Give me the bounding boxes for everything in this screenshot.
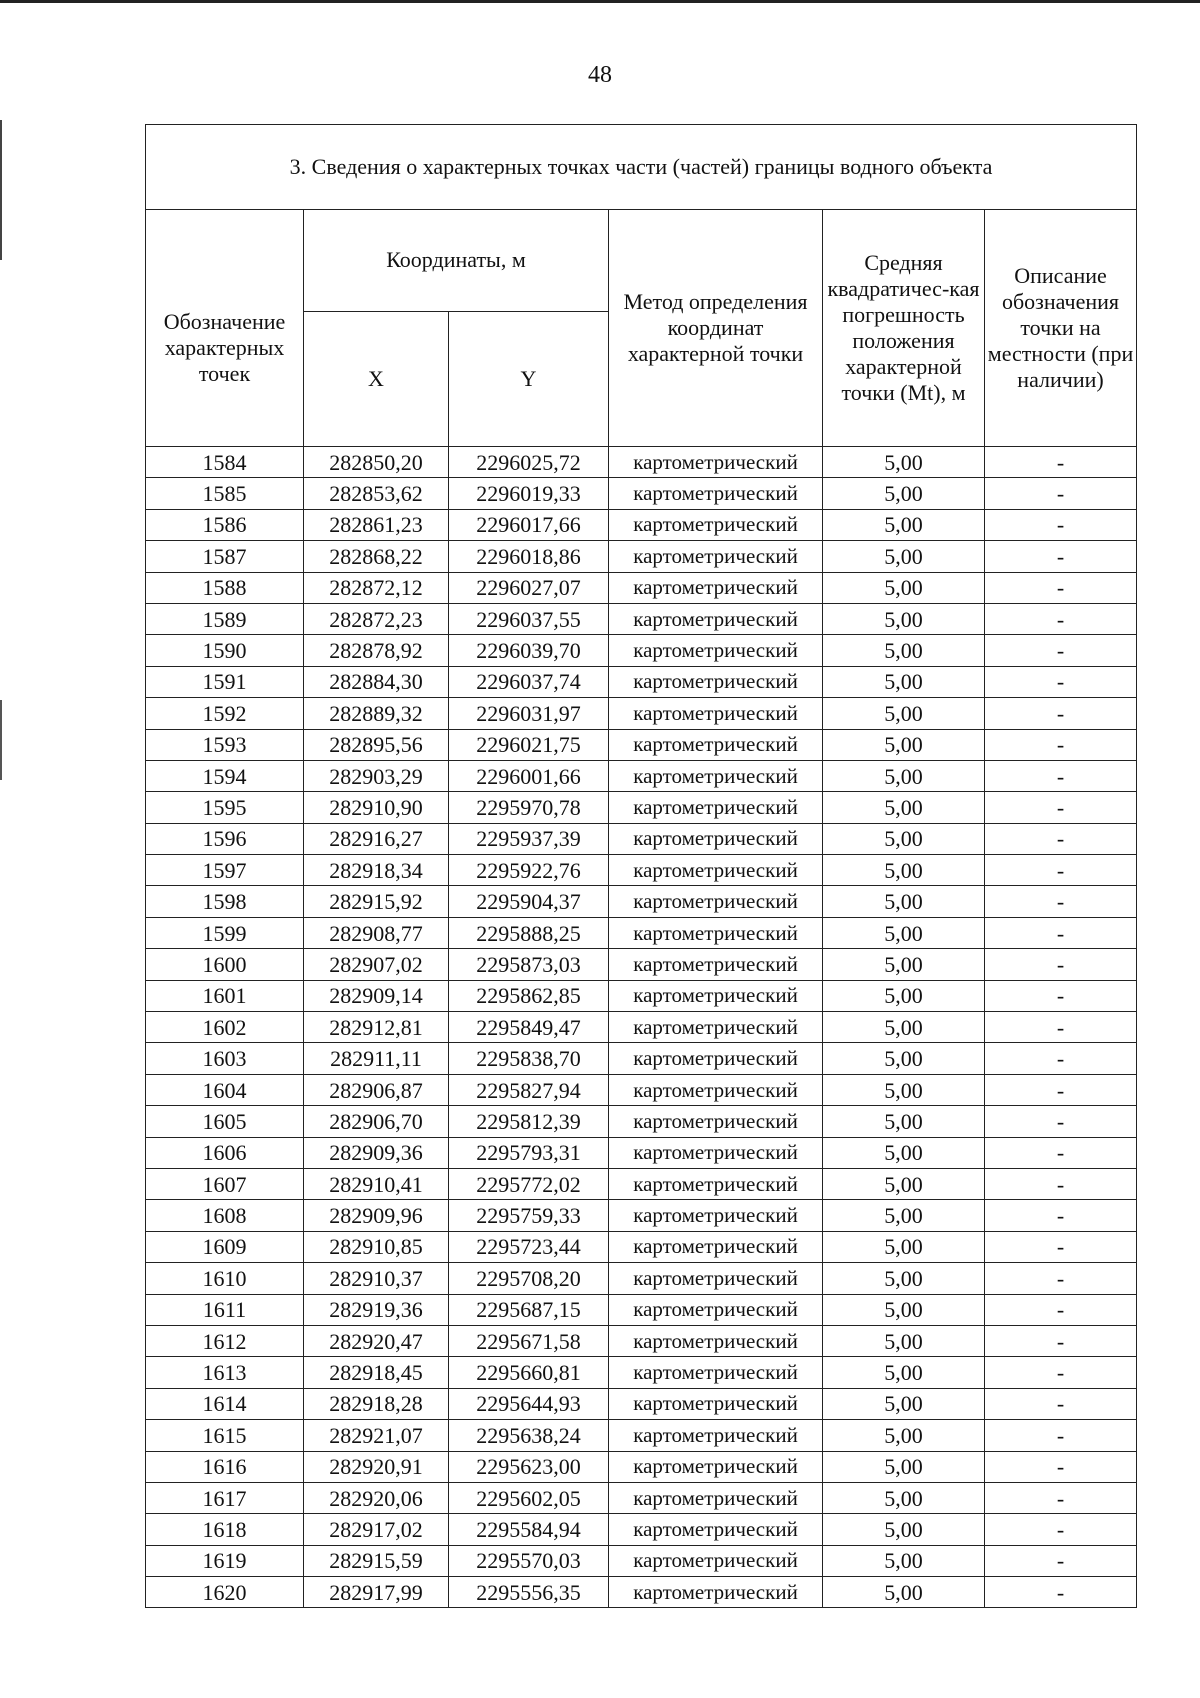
description-cell: - xyxy=(985,1074,1137,1105)
description-cell: - xyxy=(985,1294,1137,1325)
x-coordinate-cell: 282916,27 xyxy=(304,823,449,854)
point-number-cell: 1608 xyxy=(146,1200,304,1231)
x-coordinate-cell: 282868,22 xyxy=(304,541,449,572)
x-coordinate-cell: 282915,92 xyxy=(304,886,449,917)
point-number-cell: 1610 xyxy=(146,1263,304,1294)
description-cell: - xyxy=(985,792,1137,823)
method-cell: картометрический xyxy=(609,1545,823,1576)
point-number-cell: 1599 xyxy=(146,917,304,948)
method-cell: картометрический xyxy=(609,698,823,729)
y-coordinate-cell: 2295793,31 xyxy=(449,1137,609,1168)
table-title: 3. Сведения о характерных точках части (частей) границы водного объекта xyxy=(146,125,1137,210)
description-cell: - xyxy=(985,1577,1137,1608)
table-row xyxy=(146,666,1137,697)
mt-cell: 5,00 xyxy=(823,572,985,603)
y-coordinate-cell: 2295584,94 xyxy=(449,1514,609,1545)
mt-cell: 5,00 xyxy=(823,698,985,729)
y-coordinate-cell: 2295838,70 xyxy=(449,1043,609,1074)
table-row xyxy=(146,1012,1137,1043)
mt-cell: 5,00 xyxy=(823,1451,985,1482)
point-number-cell: 1614 xyxy=(146,1388,304,1419)
mt-cell: 5,00 xyxy=(823,855,985,886)
method-cell: картометрический xyxy=(609,1231,823,1262)
mt-cell: 5,00 xyxy=(823,478,985,509)
table-row xyxy=(146,760,1137,791)
point-number-cell: 1606 xyxy=(146,1137,304,1168)
header-y: Y xyxy=(449,311,609,446)
point-number-cell: 1612 xyxy=(146,1325,304,1356)
point-number-cell: 1585 xyxy=(146,478,304,509)
x-coordinate-cell: 282917,99 xyxy=(304,1577,449,1608)
description-cell: - xyxy=(985,1137,1137,1168)
mt-cell: 5,00 xyxy=(823,1168,985,1199)
mt-cell: 5,00 xyxy=(823,1514,985,1545)
mt-cell: 5,00 xyxy=(823,917,985,948)
y-coordinate-cell: 2296025,72 xyxy=(449,447,609,478)
mt-cell: 5,00 xyxy=(823,792,985,823)
mt-cell: 5,00 xyxy=(823,823,985,854)
point-number-cell: 1603 xyxy=(146,1043,304,1074)
method-cell: картометрический xyxy=(609,886,823,917)
point-number-cell: 1602 xyxy=(146,1012,304,1043)
y-coordinate-cell: 2295570,03 xyxy=(449,1545,609,1576)
method-cell: картометрический xyxy=(609,509,823,540)
point-number-cell: 1590 xyxy=(146,635,304,666)
point-number-cell: 1598 xyxy=(146,886,304,917)
y-coordinate-cell: 2295873,03 xyxy=(449,949,609,980)
scan-edge-top xyxy=(0,0,1200,3)
table-row xyxy=(146,698,1137,729)
point-number-cell: 1616 xyxy=(146,1451,304,1482)
description-cell: - xyxy=(985,509,1137,540)
method-cell: картометрический xyxy=(609,478,823,509)
method-cell: картометрический xyxy=(609,1263,823,1294)
method-cell: картометрический xyxy=(609,1482,823,1513)
x-coordinate-cell: 282872,23 xyxy=(304,603,449,634)
table-row xyxy=(146,603,1137,634)
header-mt: Средняя квадратичес-кая погрешность положения характерной точки (Mt), м xyxy=(823,210,985,447)
table-row xyxy=(146,855,1137,886)
mt-cell: 5,00 xyxy=(823,980,985,1011)
method-cell: картометрический xyxy=(609,635,823,666)
mt-cell: 5,00 xyxy=(823,1200,985,1231)
header-coordinates: Координаты, м xyxy=(304,210,609,312)
method-cell: картометрический xyxy=(609,1577,823,1608)
table-row xyxy=(146,635,1137,666)
y-coordinate-cell: 2295638,24 xyxy=(449,1420,609,1451)
point-number-cell: 1596 xyxy=(146,823,304,854)
y-coordinate-cell: 2295772,02 xyxy=(449,1168,609,1199)
x-coordinate-cell: 282920,91 xyxy=(304,1451,449,1482)
table-row xyxy=(146,980,1137,1011)
method-cell: картометрический xyxy=(609,1137,823,1168)
x-coordinate-cell: 282920,47 xyxy=(304,1325,449,1356)
method-cell: картометрический xyxy=(609,1420,823,1451)
page-number: 48 xyxy=(588,62,612,88)
mt-cell: 5,00 xyxy=(823,1420,985,1451)
mt-cell: 5,00 xyxy=(823,1263,985,1294)
description-cell: - xyxy=(985,1357,1137,1388)
description-cell: - xyxy=(985,855,1137,886)
description-cell: - xyxy=(985,917,1137,948)
mt-cell: 5,00 xyxy=(823,1357,985,1388)
x-coordinate-cell: 282920,06 xyxy=(304,1482,449,1513)
table-row xyxy=(146,1137,1137,1168)
x-coordinate-cell: 282918,45 xyxy=(304,1357,449,1388)
method-cell: картометрический xyxy=(609,1106,823,1137)
method-cell: картометрический xyxy=(609,1200,823,1231)
table-row xyxy=(146,729,1137,760)
mt-cell: 5,00 xyxy=(823,1074,985,1105)
point-number-cell: 1600 xyxy=(146,949,304,980)
x-coordinate-cell: 282884,30 xyxy=(304,666,449,697)
scan-edge-left-lower xyxy=(0,700,2,780)
mt-cell: 5,00 xyxy=(823,635,985,666)
description-cell: - xyxy=(985,447,1137,478)
y-coordinate-cell: 2296037,55 xyxy=(449,603,609,634)
y-coordinate-cell: 2296001,66 xyxy=(449,760,609,791)
table-row xyxy=(146,886,1137,917)
x-coordinate-cell: 282912,81 xyxy=(304,1012,449,1043)
y-coordinate-cell: 2295888,25 xyxy=(449,917,609,948)
point-number-cell: 1607 xyxy=(146,1168,304,1199)
point-number-cell: 1615 xyxy=(146,1420,304,1451)
method-cell: картометрический xyxy=(609,1388,823,1419)
method-cell: картометрический xyxy=(609,666,823,697)
y-coordinate-cell: 2296037,74 xyxy=(449,666,609,697)
y-coordinate-cell: 2295922,76 xyxy=(449,855,609,886)
x-coordinate-cell: 282910,41 xyxy=(304,1168,449,1199)
table-row xyxy=(146,447,1137,478)
table-row xyxy=(146,1106,1137,1137)
mt-cell: 5,00 xyxy=(823,1545,985,1576)
description-cell: - xyxy=(985,980,1137,1011)
description-cell: - xyxy=(985,729,1137,760)
method-cell: картометрический xyxy=(609,1325,823,1356)
x-coordinate-cell: 282917,02 xyxy=(304,1514,449,1545)
y-coordinate-cell: 2296017,66 xyxy=(449,509,609,540)
mt-cell: 5,00 xyxy=(823,1231,985,1262)
mt-cell: 5,00 xyxy=(823,509,985,540)
y-coordinate-cell: 2296018,86 xyxy=(449,541,609,572)
description-cell: - xyxy=(985,1200,1137,1231)
x-coordinate-cell: 282889,32 xyxy=(304,698,449,729)
mt-cell: 5,00 xyxy=(823,760,985,791)
method-cell: картометрический xyxy=(609,1074,823,1105)
method-cell: картометрический xyxy=(609,1043,823,1074)
table-row xyxy=(146,1482,1137,1513)
x-coordinate-cell: 282918,34 xyxy=(304,855,449,886)
mt-cell: 5,00 xyxy=(823,949,985,980)
point-number-cell: 1613 xyxy=(146,1357,304,1388)
point-number-cell: 1618 xyxy=(146,1514,304,1545)
table-row xyxy=(146,823,1137,854)
table-row xyxy=(146,1545,1137,1576)
table-row xyxy=(146,1388,1137,1419)
description-cell: - xyxy=(985,1106,1137,1137)
table-row xyxy=(146,1514,1137,1545)
mt-cell: 5,00 xyxy=(823,1294,985,1325)
point-number-cell: 1593 xyxy=(146,729,304,760)
table-row xyxy=(146,917,1137,948)
table-row xyxy=(146,949,1137,980)
description-cell: - xyxy=(985,1231,1137,1262)
point-number-cell: 1584 xyxy=(146,447,304,478)
y-coordinate-cell: 2295687,15 xyxy=(449,1294,609,1325)
y-coordinate-cell: 2295862,85 xyxy=(449,980,609,1011)
description-cell: - xyxy=(985,478,1137,509)
y-coordinate-cell: 2296031,97 xyxy=(449,698,609,729)
method-cell: картометрический xyxy=(609,980,823,1011)
description-cell: - xyxy=(985,1012,1137,1043)
mt-cell: 5,00 xyxy=(823,729,985,760)
mt-cell: 5,00 xyxy=(823,1043,985,1074)
header-point-label: Обозначение характерных точек xyxy=(146,210,304,447)
method-cell: картометрический xyxy=(609,447,823,478)
point-number-cell: 1586 xyxy=(146,509,304,540)
method-cell: картометрический xyxy=(609,1451,823,1482)
description-cell: - xyxy=(985,1263,1137,1294)
table-body xyxy=(146,447,1137,1608)
y-coordinate-cell: 2295602,05 xyxy=(449,1482,609,1513)
y-coordinate-cell: 2295970,78 xyxy=(449,792,609,823)
method-cell: картометрический xyxy=(609,917,823,948)
y-coordinate-cell: 2295671,58 xyxy=(449,1325,609,1356)
method-cell: картометрический xyxy=(609,855,823,886)
description-cell: - xyxy=(985,1482,1137,1513)
description-cell: - xyxy=(985,1388,1137,1419)
x-coordinate-cell: 282907,02 xyxy=(304,949,449,980)
method-cell: картометрический xyxy=(609,949,823,980)
description-cell: - xyxy=(985,886,1137,917)
header-description: Описание обозначения точки на местности (при наличии) xyxy=(985,210,1137,447)
table-row xyxy=(146,478,1137,509)
x-coordinate-cell: 282906,70 xyxy=(304,1106,449,1137)
x-coordinate-cell: 282850,20 xyxy=(304,447,449,478)
y-coordinate-cell: 2295759,33 xyxy=(449,1200,609,1231)
description-cell: - xyxy=(985,666,1137,697)
y-coordinate-cell: 2295644,93 xyxy=(449,1388,609,1419)
y-coordinate-cell: 2296039,70 xyxy=(449,635,609,666)
mt-cell: 5,00 xyxy=(823,603,985,634)
y-coordinate-cell: 2295660,81 xyxy=(449,1357,609,1388)
method-cell: картометрический xyxy=(609,541,823,572)
x-coordinate-cell: 282911,11 xyxy=(304,1043,449,1074)
point-number-cell: 1597 xyxy=(146,855,304,886)
point-number-cell: 1617 xyxy=(146,1482,304,1513)
mt-cell: 5,00 xyxy=(823,1388,985,1419)
description-cell: - xyxy=(985,1514,1137,1545)
description-cell: - xyxy=(985,1168,1137,1199)
point-number-cell: 1605 xyxy=(146,1106,304,1137)
scan-edge-left xyxy=(0,120,2,260)
point-number-cell: 1587 xyxy=(146,541,304,572)
description-cell: - xyxy=(985,1325,1137,1356)
method-cell: картометрический xyxy=(609,760,823,791)
description-cell: - xyxy=(985,1545,1137,1576)
table-header-row-1 xyxy=(146,210,1137,312)
y-coordinate-cell: 2295623,00 xyxy=(449,1451,609,1482)
x-coordinate-cell: 282853,62 xyxy=(304,478,449,509)
table-row xyxy=(146,1357,1137,1388)
mt-cell: 5,00 xyxy=(823,1482,985,1513)
header-x: X xyxy=(304,311,449,446)
x-coordinate-cell: 282895,56 xyxy=(304,729,449,760)
point-number-cell: 1620 xyxy=(146,1577,304,1608)
table-row xyxy=(146,1451,1137,1482)
y-coordinate-cell: 2296021,75 xyxy=(449,729,609,760)
x-coordinate-cell: 282909,36 xyxy=(304,1137,449,1168)
y-coordinate-cell: 2295556,35 xyxy=(449,1577,609,1608)
x-coordinate-cell: 282918,28 xyxy=(304,1388,449,1419)
point-number-cell: 1588 xyxy=(146,572,304,603)
mt-cell: 5,00 xyxy=(823,1577,985,1608)
method-cell: картометрический xyxy=(609,1012,823,1043)
y-coordinate-cell: 2295827,94 xyxy=(449,1074,609,1105)
description-cell: - xyxy=(985,949,1137,980)
table-row xyxy=(146,1420,1137,1451)
mt-cell: 5,00 xyxy=(823,1012,985,1043)
method-cell: картометрический xyxy=(609,823,823,854)
mt-cell: 5,00 xyxy=(823,886,985,917)
x-coordinate-cell: 282903,29 xyxy=(304,760,449,791)
x-coordinate-cell: 282872,12 xyxy=(304,572,449,603)
method-cell: картометрический xyxy=(609,729,823,760)
description-cell: - xyxy=(985,698,1137,729)
x-coordinate-cell: 282919,36 xyxy=(304,1294,449,1325)
y-coordinate-cell: 2296027,07 xyxy=(449,572,609,603)
mt-cell: 5,00 xyxy=(823,1325,985,1356)
point-number-cell: 1592 xyxy=(146,698,304,729)
method-cell: картометрический xyxy=(609,603,823,634)
point-number-cell: 1589 xyxy=(146,603,304,634)
x-coordinate-cell: 282910,90 xyxy=(304,792,449,823)
table-row xyxy=(146,1200,1137,1231)
x-coordinate-cell: 282921,07 xyxy=(304,1420,449,1451)
mt-cell: 5,00 xyxy=(823,666,985,697)
description-cell: - xyxy=(985,541,1137,572)
mt-cell: 5,00 xyxy=(823,1106,985,1137)
point-number-cell: 1601 xyxy=(146,980,304,1011)
point-number-cell: 1591 xyxy=(146,666,304,697)
table-title-row xyxy=(146,125,1137,210)
y-coordinate-cell: 2296019,33 xyxy=(449,478,609,509)
table-row xyxy=(146,1168,1137,1199)
y-coordinate-cell: 2295849,47 xyxy=(449,1012,609,1043)
y-coordinate-cell: 2295708,20 xyxy=(449,1263,609,1294)
method-cell: картометрический xyxy=(609,792,823,823)
method-cell: картометрический xyxy=(609,1168,823,1199)
table-row xyxy=(146,1263,1137,1294)
description-cell: - xyxy=(985,1451,1137,1482)
x-coordinate-cell: 282861,23 xyxy=(304,509,449,540)
point-number-cell: 1611 xyxy=(146,1294,304,1325)
description-cell: - xyxy=(985,572,1137,603)
table-row xyxy=(146,1231,1137,1262)
table-row xyxy=(146,1074,1137,1105)
table-row xyxy=(146,1294,1137,1325)
point-number-cell: 1619 xyxy=(146,1545,304,1576)
description-cell: - xyxy=(985,760,1137,791)
table-row xyxy=(146,1577,1137,1608)
y-coordinate-cell: 2295812,39 xyxy=(449,1106,609,1137)
x-coordinate-cell: 282878,92 xyxy=(304,635,449,666)
description-cell: - xyxy=(985,823,1137,854)
method-cell: картометрический xyxy=(609,1357,823,1388)
x-coordinate-cell: 282910,37 xyxy=(304,1263,449,1294)
y-coordinate-cell: 2295723,44 xyxy=(449,1231,609,1262)
point-number-cell: 1595 xyxy=(146,792,304,823)
mt-cell: 5,00 xyxy=(823,541,985,572)
boundary-points-table xyxy=(145,124,1137,1608)
description-cell: - xyxy=(985,1043,1137,1074)
point-number-cell: 1594 xyxy=(146,760,304,791)
point-number-cell: 1609 xyxy=(146,1231,304,1262)
mt-cell: 5,00 xyxy=(823,447,985,478)
x-coordinate-cell: 282909,14 xyxy=(304,980,449,1011)
description-cell: - xyxy=(985,603,1137,634)
description-cell: - xyxy=(985,635,1137,666)
x-coordinate-cell: 282906,87 xyxy=(304,1074,449,1105)
x-coordinate-cell: 282910,85 xyxy=(304,1231,449,1262)
description-cell: - xyxy=(985,1420,1137,1451)
table-row xyxy=(146,572,1137,603)
table-row xyxy=(146,1043,1137,1074)
point-number-cell: 1604 xyxy=(146,1074,304,1105)
mt-cell: 5,00 xyxy=(823,1137,985,1168)
y-coordinate-cell: 2295904,37 xyxy=(449,886,609,917)
x-coordinate-cell: 282915,59 xyxy=(304,1545,449,1576)
table-row xyxy=(146,1325,1137,1356)
x-coordinate-cell: 282908,77 xyxy=(304,917,449,948)
method-cell: картометрический xyxy=(609,1294,823,1325)
table-row xyxy=(146,792,1137,823)
y-coordinate-cell: 2295937,39 xyxy=(449,823,609,854)
table-row xyxy=(146,541,1137,572)
table-row xyxy=(146,509,1137,540)
header-method: Метод определения координат характерной точки xyxy=(609,210,823,447)
method-cell: картометрический xyxy=(609,1514,823,1545)
x-coordinate-cell: 282909,96 xyxy=(304,1200,449,1231)
method-cell: картометрический xyxy=(609,572,823,603)
